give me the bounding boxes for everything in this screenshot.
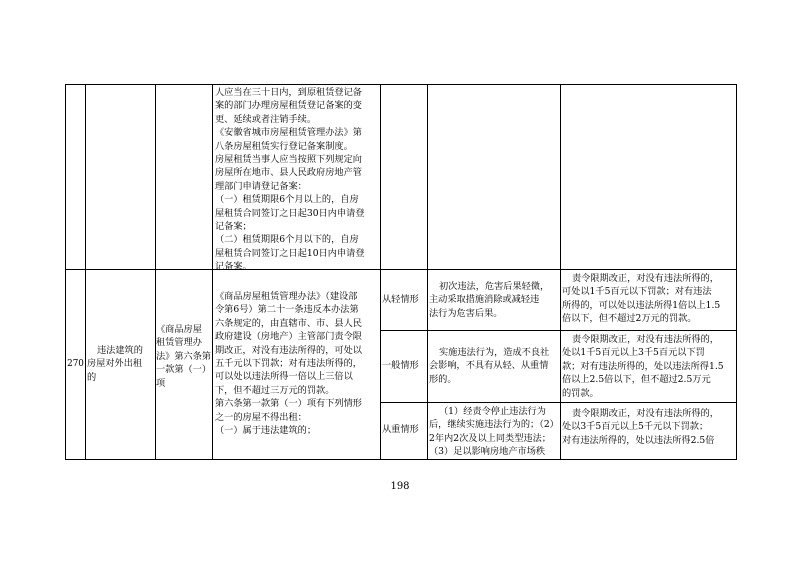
table-border-left (65, 84, 66, 460)
circumstance-lenient-label: 从轻情形 (382, 294, 419, 305)
basis-line: 理部门申请登记备案： (215, 180, 307, 192)
basis-line: 记备案； (215, 221, 252, 233)
desc-line: 主动采取措施消除或减轻违 (429, 294, 540, 306)
desc-line: 形的。 (429, 373, 457, 385)
basis-line: 八条房屋租赁实行登记备案制度。 (215, 140, 353, 152)
basis-line: 人应当在三十日内，到原租赁登记备 (215, 87, 362, 98)
basis-line: 记备案。 (215, 261, 252, 273)
basis-line: 《安徽省城市房屋租赁管理办法》第 (215, 127, 362, 139)
basis-line: 第六条第一款第（一）项有下列情形 (215, 398, 362, 410)
desc-line: 初次违法，危害后果轻微， (439, 281, 550, 292)
penalty-line: 责令限期改正，对没有违法所得的， (572, 334, 719, 345)
basis-line: （一）属于违法建筑的； (215, 425, 317, 437)
basis-line: 六条规定的，由直辖市、市、县人民 (215, 317, 362, 329)
circumstance-general-desc (429, 346, 560, 386)
basis-line: 房屋所在地市、县人民政府房地产管 (215, 167, 362, 179)
basis-line: 房屋租赁当事人应当按照下列规定向 (215, 154, 362, 166)
basis-line: 《商品房屋租赁管理办法》（建设部 (215, 291, 358, 302)
penalty-line: 责令限期改正，对没有违法所得的， (572, 408, 719, 419)
top-basis-cell (215, 86, 379, 274)
desc-line: 法行为危害后果。 (429, 307, 503, 319)
page-number: 198 (390, 481, 410, 492)
basis-line: （二）租赁期限6个月以下的，自房 (215, 234, 359, 246)
row-divider (65, 269, 737, 270)
basis-line: 案的部门办理房屋租赁登记备案的变 (215, 100, 362, 112)
column-divider (212, 84, 213, 460)
column-divider (560, 84, 561, 460)
item-line: 违法建筑的 (97, 345, 143, 356)
clause-line: 项 (156, 377, 166, 389)
clause-line: 租赁管理办 (156, 337, 202, 349)
circumstance-severe-label: 从重情形 (382, 424, 419, 435)
penalty-line: 倍以上2.5倍以下，但不超过2.5万元 (562, 374, 711, 386)
column-divider (155, 84, 156, 460)
circumstance-general-label: 一般情形 (382, 360, 419, 371)
basis-line: 令第6号）第二十一条违反本办法第 (215, 304, 359, 316)
basis-line: 期改正，对没有违法所得的，可处以 (215, 344, 362, 356)
clause-line: 一款第（一） (156, 364, 212, 376)
basis-line: 政府建设（房地产）主管部门责令限 (215, 331, 362, 343)
penalty-severe-cell (562, 407, 736, 459)
desc-line: （1）经责令停止违法行为 (439, 406, 546, 417)
item-line: 的 (87, 371, 97, 383)
clause-cell (156, 323, 213, 390)
basis-line: 屋租赁合同签订之日起10日内申请登 (215, 247, 365, 259)
penalty-line: 倍以下，但不超过2万元的罚款。 (562, 313, 697, 325)
penalty-general-cell (562, 333, 736, 400)
table-border-bottom (65, 459, 737, 460)
table-border-top (65, 84, 737, 85)
basis-line: 之一的房屋不得出租： (215, 411, 307, 423)
circumstance-severe-desc (429, 405, 560, 459)
column-divider (85, 84, 86, 460)
desc-line: 2年内2次及以上同类型违法； (429, 432, 551, 444)
desc-line: 实施违法行为，造成不良社 (439, 347, 550, 358)
row-number: 270 (67, 359, 84, 369)
circumstance-lenient-desc (429, 280, 560, 320)
penalty-line: 款；对有违法所得的，处以违法所得1.5 (562, 360, 724, 372)
penalty-line: 的罚款。 (562, 387, 599, 399)
penalty-line: 对有违法所得的，处以违法所得2.5倍 (562, 434, 715, 446)
circumstance-divider (380, 402, 737, 403)
column-divider (427, 84, 428, 460)
clause-line: 法》第六条第 (156, 350, 212, 362)
penalty-line: 处以3千5百元以上5千元以下罚款； (562, 421, 709, 433)
basis-line: 可以处以违法所得一倍以上三倍以 (215, 371, 353, 383)
basis-line: 屋租赁合同签订之日起30日内申请登 (215, 207, 365, 219)
basis-line: 五千元以下罚款；对有违法所得的， (215, 358, 362, 370)
item-line: 房屋对外出租 (87, 358, 143, 370)
penalty-line: 可处以1千5百元以下罚款；对有违法 (562, 286, 712, 298)
desc-line: （3）足以影响房地产市场秩 (429, 446, 546, 458)
desc-line: 会影响，不具有从轻、从重情 (429, 360, 549, 372)
row270-basis-cell (215, 290, 379, 437)
penalty-lenient-cell (562, 272, 736, 326)
basis-line: 更、延续或者注销手续。 (215, 113, 317, 125)
penalty-line: 所得的，可以处以违法所得1倍以上1.5 (562, 299, 721, 311)
table-border-right (736, 84, 737, 460)
circumstance-divider (380, 330, 737, 331)
penalty-line: 处以1千5百元以上3千5百元以下罚 (562, 347, 705, 359)
violation-item-cell (87, 344, 155, 384)
desc-line: 后，继续实施违法行为的；（2） (429, 419, 559, 431)
column-divider (380, 84, 381, 460)
penalty-line: 责令限期改正，对没有违法所得的， (572, 273, 719, 284)
basis-line: （一）租赁期限6个月以上的，自房 (215, 194, 359, 206)
basis-line: 下，但不超过三万元的罚款。 (215, 384, 335, 396)
clause-line: 《商品房屋 (156, 324, 202, 335)
